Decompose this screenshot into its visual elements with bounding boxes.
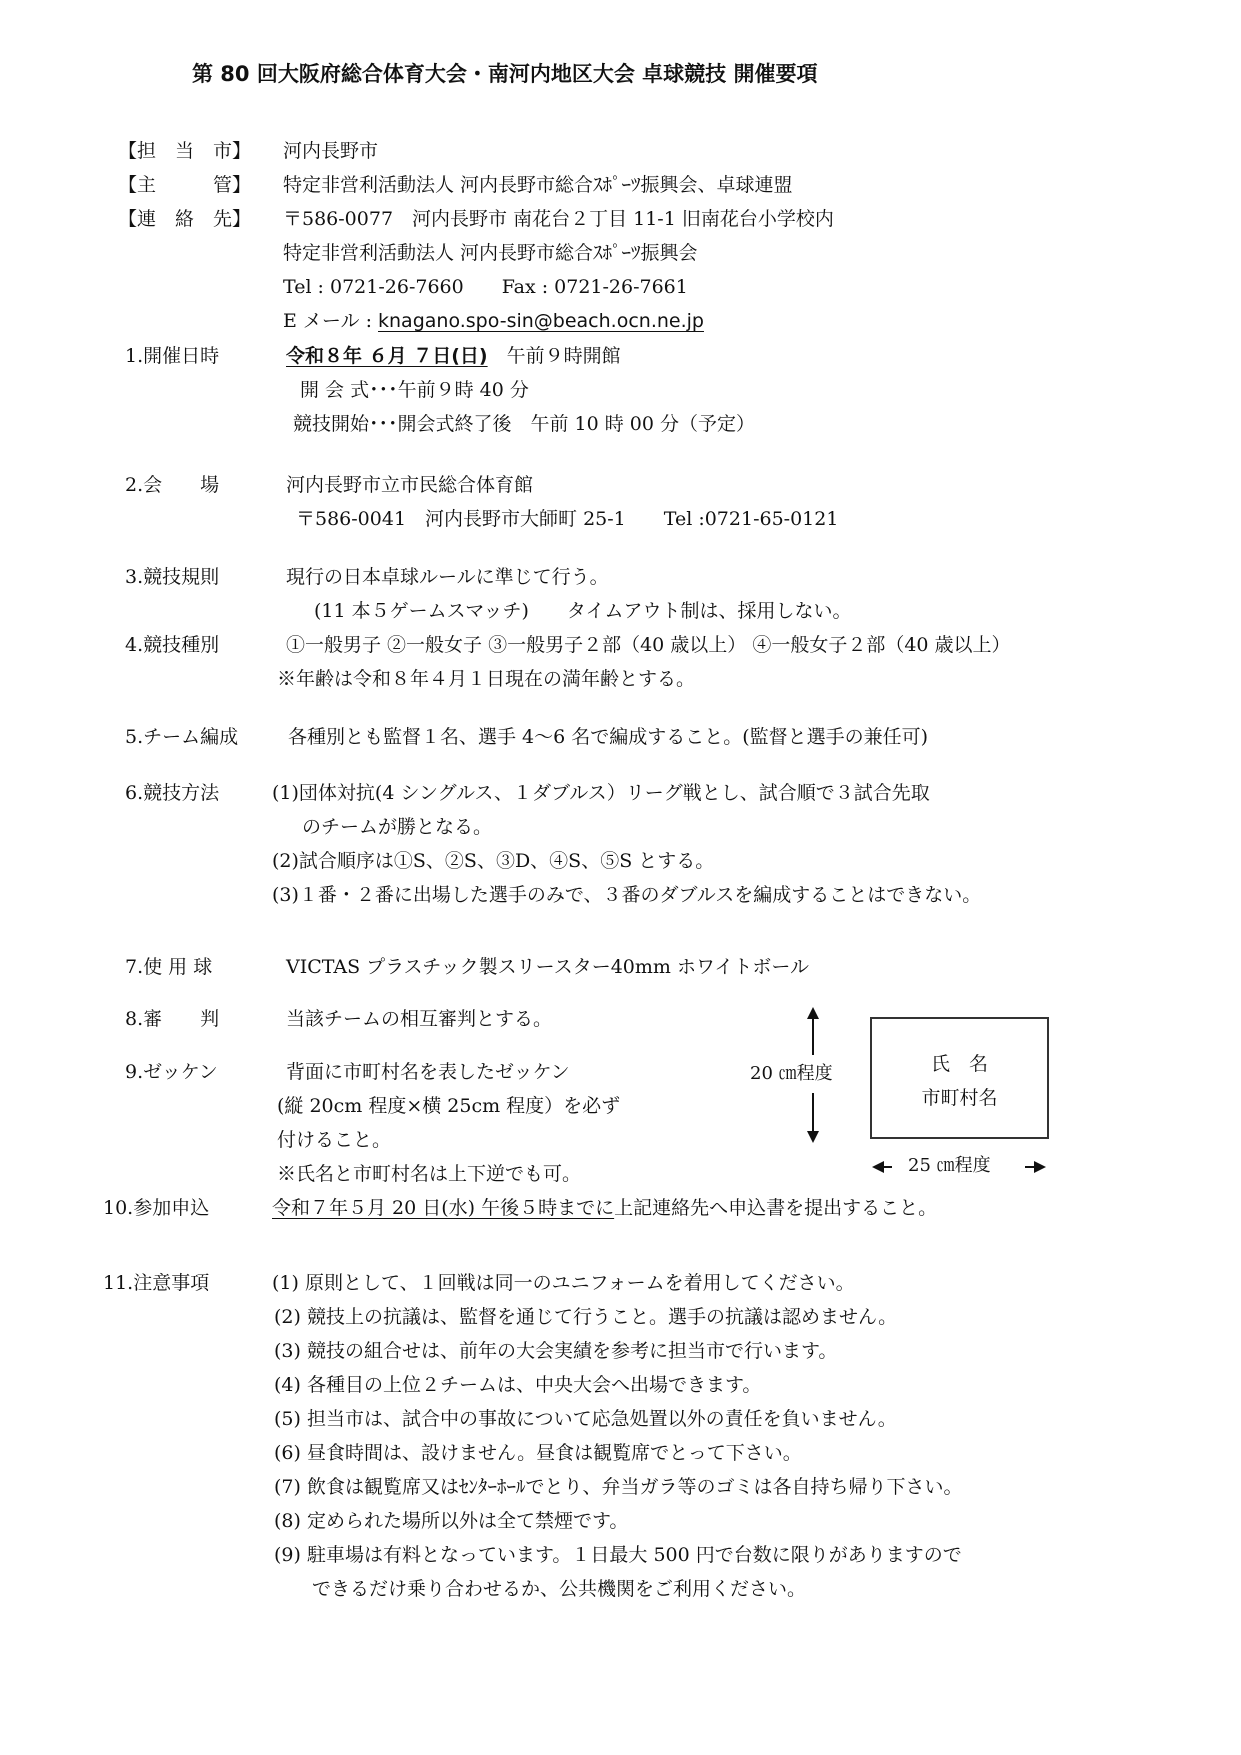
team-composition: 各種別とも監督１名、選手 4～6 名で編成すること。(監督と選手の兼任可) — [288, 726, 929, 748]
categories-line-1: ①一般男子 ②一般女子 ③一般男子２部（40 歳以上） ④一般女子２部（40 歳以上） — [286, 634, 1011, 656]
rules-line-2: (11 本５ゲームスマッチ) タイムアウト制は、採用しない。 — [314, 600, 852, 622]
email-link[interactable]: knagano.spo-sin@beach.ocn.ne.jp — [378, 310, 704, 332]
bib-line-3: 付けること。 — [277, 1129, 392, 1151]
notice-item: (7) 飲食は観覧席又はｾﾝﾀｰﾎｰﾙでとり、弁当ガラ等のゴミは各自持ち帰り下さい。 — [274, 1476, 963, 1498]
umpire-text: 当該チームの相互審判とする。 — [286, 1008, 553, 1030]
method-line-1b: のチームが勝となる。 — [302, 816, 493, 838]
bib-line-1: 背面に市町村名を表したゼッケン — [286, 1061, 570, 1083]
bib-line-2: (縦 20cm 程度×横 25cm 程度）を必ず — [277, 1095, 621, 1117]
rules-line-1: 現行の日本卓球ルールに準じて行う。 — [286, 566, 609, 588]
section-10-label: 10.参加申込 — [103, 1197, 210, 1219]
method-line-3: (3)１番・２番に出場した選手のみで、３番のダブルスを編成することはできない。 — [272, 884, 982, 906]
email-line — [283, 310, 704, 333]
bib-city: 市町村名 — [921, 1087, 998, 1109]
section-3-label: 3.競技規則 — [125, 566, 220, 588]
open-time: 午前９時開館 — [487, 345, 621, 367]
notice-item: (2) 競技上の抗議は、監督を通じて行うこと。選手の抗議は認めません。 — [274, 1306, 898, 1328]
section-7-label: 7.使 用 球 — [125, 956, 213, 978]
venue-name: 河内長野市立市民総合体育館 — [286, 474, 534, 496]
application-rest: 上記連絡先へ申込書を提出すること。 — [614, 1197, 938, 1219]
section-1-date-line — [286, 345, 621, 368]
ball-spec: VICTAS プラスチック製スリースター40mm ホワイトボール — [286, 956, 810, 978]
contact-address: 〒586-0077 河内長野市 南花台２丁目 11-1 旧南花台小学校内 — [283, 208, 834, 230]
organizer-label: 【主 管】 — [118, 174, 252, 196]
bib-diagram — [740, 1005, 1060, 1180]
notice-item: (5) 担当市は、試合中の事故について応急処置以外の責任を負いません。 — [274, 1408, 897, 1430]
method-line-1: (1)団体対抗(4 シングルス、１ダブルス）リーグ戦とし、試合順で３試合先取 — [272, 782, 930, 804]
width-label: 25 ㎝程度 — [908, 1155, 991, 1176]
application-line — [272, 1197, 937, 1220]
section-8-label: 8.審 判 — [125, 1008, 220, 1030]
section-6-label: 6.競技方法 — [125, 782, 220, 804]
section-5-label: 5.チーム編成 — [125, 726, 239, 748]
competition-start: 競技開始･･･開会式終了後 午前 10 時 00 分（予定） — [293, 413, 756, 435]
bib-name: 氏 名 — [930, 1053, 988, 1075]
section-4-label: 4.競技種別 — [125, 634, 220, 656]
venue-address: 〒586-0041 河内長野市大師町 25-1 Tel :0721-65-0121 — [296, 508, 839, 530]
notice-item: (9) 駐車場は有料となっています。１日最大 500 円で台数に限りがありますので — [274, 1544, 962, 1566]
bib-box — [870, 1017, 1049, 1139]
email-label: E メール : — [283, 310, 379, 332]
categories-line-2: ※年齢は令和８年４月１日現在の満年齢とする。 — [277, 668, 696, 690]
notice-item: (8) 定められた場所以外は全て禁煙です。 — [274, 1510, 629, 1532]
organizer: 特定非営利活動法人 河内長野市総合ｽﾎﾟｰﾂ振興会、卓球連盟 — [283, 174, 793, 196]
contact-tel-fax: Tel : 0721-26-7660 Fax : 0721-26-7661 — [283, 276, 688, 298]
opening-ceremony: 開 会 式･･･午前９時 40 分 — [300, 379, 529, 401]
page-title: 第 80 回大阪府総合体育大会・南河内地区大会 卓球競技 開催要項 — [192, 62, 818, 86]
height-label: 20 ㎝程度 — [750, 1063, 833, 1084]
event-date: 令和８年 ６月 ７日(日) — [286, 345, 488, 367]
notice-item: (6) 昼食時間は、設けません。昼食は観覧席でとって下さい。 — [274, 1442, 802, 1464]
notice-item: (3) 競技の組合せは、前年の大会実績を参考に担当市で行います。 — [274, 1340, 838, 1362]
host-city: 河内長野市 — [283, 140, 379, 162]
method-line-2: (2)試合順序は①S、②S、③D、④S、⑤S とする。 — [272, 850, 715, 872]
section-1-label: 1.開催日時 — [125, 345, 220, 367]
section-11-label: 11.注意事項 — [103, 1272, 210, 1294]
application-deadline: 令和７年５月 20 日(水) 午後５時までに — [272, 1197, 615, 1219]
notice-item-continuation: できるだけ乗り合わせるか、公共機関をご利用ください。 — [312, 1578, 807, 1600]
contact-org: 特定非営利活動法人 河内長野市総合ｽﾎﾟｰﾂ振興会 — [283, 242, 698, 264]
contact-label: 【連 絡 先】 — [118, 208, 252, 230]
section-2-label: 2.会 場 — [125, 474, 220, 496]
section-9-label: 9.ゼッケン — [125, 1061, 218, 1083]
bib-line-4: ※氏名と市町村名は上下逆でも可。 — [277, 1163, 582, 1185]
host-city-label: 【担 当 市】 — [118, 140, 252, 162]
notice-item: (4) 各種目の上位２チームは、中央大会へ出場できます。 — [274, 1374, 762, 1396]
notice-item: (1) 原則として、１回戦は同一のユニフォームを着用してください。 — [272, 1272, 855, 1294]
